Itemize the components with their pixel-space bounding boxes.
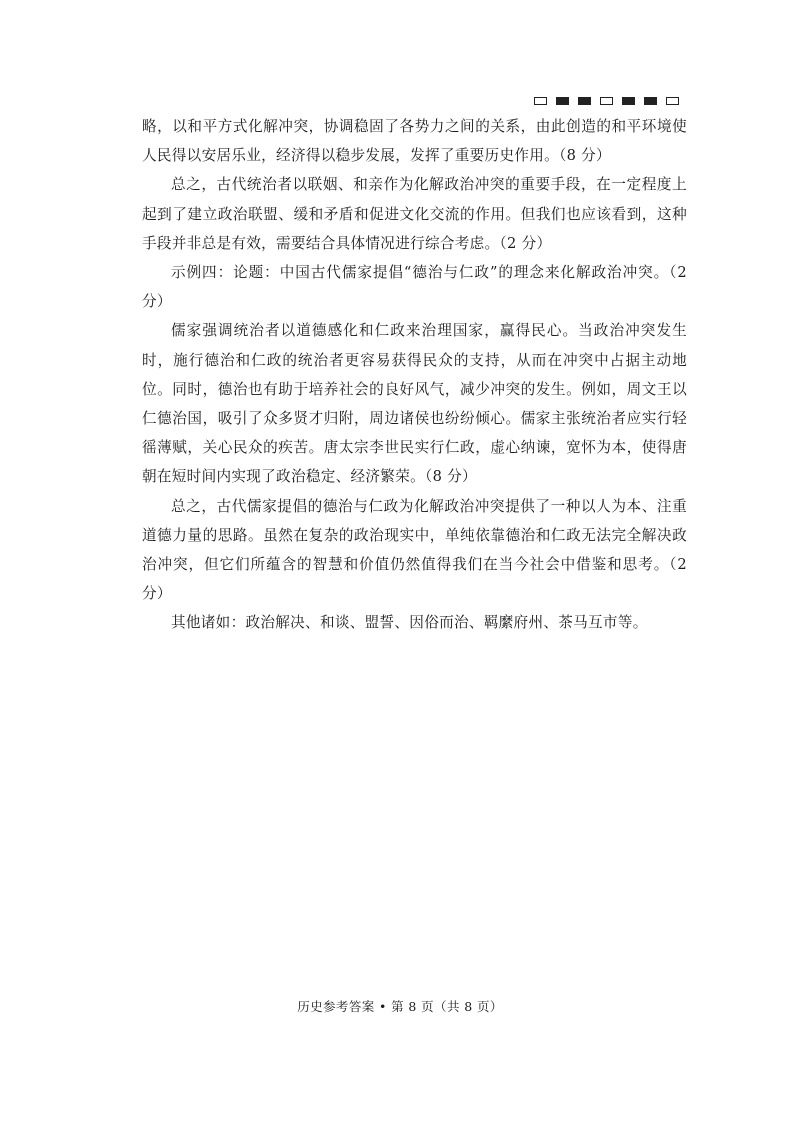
- paragraph-other-examples: 其他诸如：政治解决、和谈、盟誓、因俗而治、羁縻府州、茶马互市等。: [171, 614, 648, 632]
- header-marks: [534, 97, 679, 105]
- paragraph-continuation: 略，以和平方式化解冲突，协调稳固了各势力之间的关系，由此创造的和平环境使人民得以安居乐业，经济得以稳步发展，发挥了重要历史作用。（8 分）: [142, 118, 687, 165]
- hollow-square-icon: [600, 97, 613, 105]
- paragraph-summary-confucian: 总之，古代儒家提倡的德治与仁政为化解政治冲突提供了一种以人为本、注重道德力量的思路。虽然在复杂的政治现实中，单纯依靠德治和仁政无法完全解决政治冲突，但它们所蕴含的智慧和价值仍然值得我们在当今社会中借鉴和思考。（2 分）: [142, 497, 687, 603]
- filled-square-icon: [644, 97, 657, 105]
- page-footer: 历史参考答案 • 第 8 页（共 8 页）: [297, 999, 503, 1014]
- answer-body: [142, 112, 687, 638]
- hollow-square-icon: [666, 97, 679, 105]
- filled-square-icon: [556, 97, 569, 105]
- paragraph-confucian-argument: 儒家强调统治者以道德感化和仁政来治理国家，赢得民心。当政治冲突发生时，施行德治和仁政的统治者更容易获得民众的支持，从而在冲突中占据主动地位。同时，德治也有助于培养社会的良好风气，减少冲突的发生。例如，周文王以仁德治国，吸引了众多贤才归附，周边诸侯也纷纷倾心。儒家主张统治者应实行轻徭薄赋，关心民众的疾苦。唐太宗李世民实行仁政，虚心纳谏，宽怀为本，使得唐朝在短时间内实现了政治稳定、经济繁荣。（8 分）: [142, 322, 687, 486]
- filled-square-icon: [578, 97, 591, 105]
- hollow-square-icon: [534, 97, 547, 105]
- paragraph-summary-marriage: 总之，古代统治者以联姻、和亲作为化解政治冲突的重要手段，在一定程度上起到了建立政治联盟、缓和矛盾和促进文化交流的作用。但我们也应该看到，这种手段并非总是有效，需要结合具体情况进行综合考虑。（2 分）: [142, 176, 687, 252]
- paragraph-example-four-thesis: 示例四：论题：中国古代儒家提倡“德治与仁政”的理念来化解政治冲突。（2 分）: [142, 264, 687, 311]
- filled-square-icon: [622, 97, 635, 105]
